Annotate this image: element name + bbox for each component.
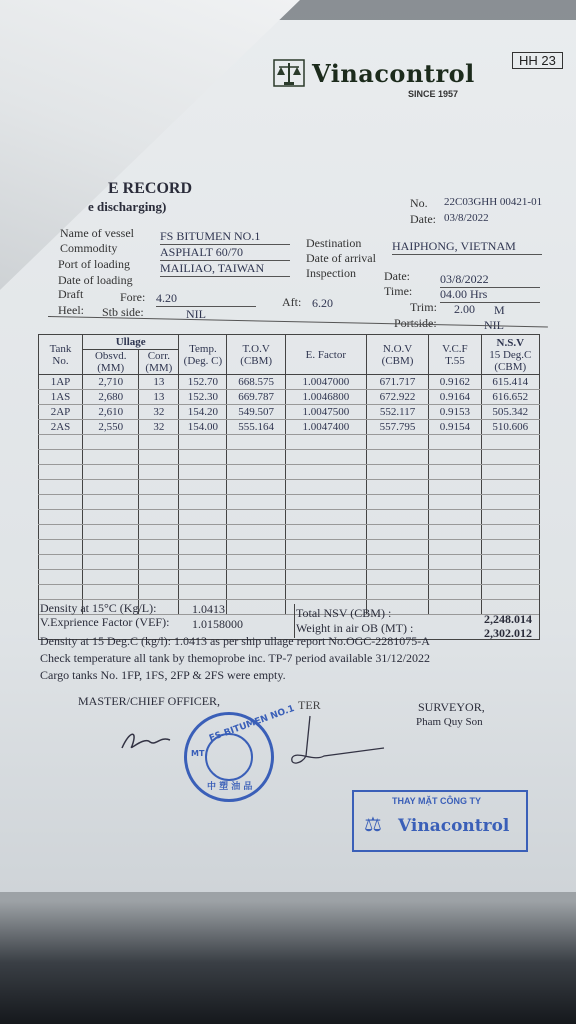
cell-vcf: 0.9162 [429, 375, 481, 390]
cell-tank [39, 435, 83, 450]
cell-ef [285, 525, 366, 540]
density-label: Density at 15°C (Kg/L): [40, 601, 157, 615]
cell-nov [366, 570, 428, 585]
cell-tov [227, 525, 285, 540]
cell-ef [285, 540, 366, 555]
cell-nsv [481, 495, 539, 510]
cell-tank [39, 510, 83, 525]
cell-nov [366, 435, 428, 450]
cell-ef: 1.0047000 [285, 375, 366, 390]
cell-nsv: 615.414 [481, 375, 539, 390]
no-label: No. [410, 196, 428, 210]
stb-label: Stb side: [102, 305, 144, 319]
date-label: Date: [410, 212, 436, 226]
trim-label: Trim: [410, 300, 437, 314]
vinacontrol-logo [272, 58, 475, 88]
cell-ef [285, 480, 366, 495]
total-nsv-value: 2,248.014 [484, 612, 532, 626]
fore-value: 4.20 [156, 291, 256, 307]
portside-value: NIL [484, 318, 504, 332]
stb-value: NIL [186, 307, 206, 321]
scales-icon [272, 58, 306, 88]
cell-tov [227, 495, 285, 510]
cell-tank: 2AP [39, 405, 83, 420]
weight-label: Weight in air OB (MT) : [296, 621, 414, 635]
port-loading-label: Port of loading [58, 257, 130, 271]
stamp-text: FS BITUMEN NO.1 [207, 703, 296, 745]
cell-nsv: 510.606 [481, 420, 539, 435]
cell-temp [179, 450, 227, 465]
trim-unit: M [494, 303, 505, 317]
totals-divider [294, 604, 295, 638]
vessel-value: FS BITUMEN NO.1 [160, 229, 290, 245]
cell-obsvd: 2,550 [83, 420, 139, 435]
table-row [39, 420, 540, 435]
cell-temp [179, 570, 227, 585]
cell-nov [366, 465, 428, 480]
th-obsvd: Obsvd. (MM) [83, 350, 139, 375]
cell-tank [39, 450, 83, 465]
cell-nsv [481, 435, 539, 450]
cell-obsvd [83, 510, 139, 525]
ter-mark: TER [298, 698, 321, 712]
cell-tov [227, 510, 285, 525]
record-subtitle: e discharging) [88, 199, 167, 214]
cell-vcf: 0.9153 [429, 405, 481, 420]
cell-nsv: 505.342 [481, 405, 539, 420]
cell-temp [179, 525, 227, 540]
cell-nov [366, 510, 428, 525]
table-row [39, 510, 540, 525]
vessel-label: Name of vessel [60, 226, 134, 240]
cell-nov [366, 495, 428, 510]
cell-obsvd [83, 465, 139, 480]
cell-tank [39, 525, 83, 540]
table-row [39, 495, 540, 510]
vef-label: V.Exprience Factor (VEF): [40, 615, 170, 629]
table-row [39, 570, 540, 585]
table-row [39, 555, 540, 570]
cell-ef [285, 435, 366, 450]
table-row [39, 540, 540, 555]
cell-tank [39, 480, 83, 495]
cell-temp [179, 495, 227, 510]
th-vcf: V.C.F T.55 [429, 335, 481, 375]
company-stamp [352, 790, 528, 852]
heel-label: Heel: [58, 303, 84, 317]
total-nsv-label: Total NSV (CBM) : [296, 606, 392, 620]
cell-tank [39, 495, 83, 510]
cell-obsvd [83, 495, 139, 510]
cell-vcf [429, 540, 481, 555]
cell-tank [39, 570, 83, 585]
cell-nsv [481, 510, 539, 525]
scales-stamp-icon: ⚖ [364, 814, 382, 836]
density-value: 1.0413 [192, 602, 225, 616]
cell-temp: 152.70 [179, 375, 227, 390]
cell-corr: 13 [139, 390, 179, 405]
cell-ef [285, 510, 366, 525]
date-loading-label: Date of loading [58, 273, 133, 287]
cell-ef [285, 450, 366, 465]
cell-temp [179, 555, 227, 570]
cell-corr [139, 555, 179, 570]
commodity-label: Commodity [60, 241, 118, 255]
portside-label: Portside: [394, 316, 437, 330]
cell-vcf [429, 525, 481, 540]
cell-nsv [481, 540, 539, 555]
cell-temp [179, 480, 227, 495]
insp-date-value: 03/8/2022 [440, 272, 540, 288]
cell-corr [139, 465, 179, 480]
cell-obsvd: 2,710 [83, 375, 139, 390]
cell-tov: 668.575 [227, 375, 285, 390]
cell-tov [227, 465, 285, 480]
cell-obsvd [83, 435, 139, 450]
vef-value: 1.0158000 [192, 617, 243, 631]
cell-obsvd [83, 555, 139, 570]
cell-temp [179, 465, 227, 480]
fore-label: Fore: [120, 290, 146, 304]
cell-vcf [429, 450, 481, 465]
cell-nov: 552.117 [366, 405, 428, 420]
vessel-stamp [184, 703, 296, 802]
cell-temp: 152.30 [179, 390, 227, 405]
cell-nsv [481, 450, 539, 465]
stamp-mt: MT [191, 749, 205, 758]
th-tank: Tank No. [39, 335, 83, 375]
destination-label: Destination [306, 236, 362, 250]
table-row [39, 375, 540, 390]
cell-tov [227, 435, 285, 450]
cell-nov: 672.922 [366, 390, 428, 405]
cell-corr [139, 450, 179, 465]
cell-ef: 1.0047400 [285, 420, 366, 435]
table-row [39, 405, 540, 420]
aft-value: 6.20 [312, 296, 333, 310]
cell-tov [227, 480, 285, 495]
table-row [39, 435, 540, 450]
note-temperature: Check temperature all tank by themoprobe inc. TP-7 period available 31/12/2022 [40, 651, 430, 665]
master-label: MASTER/CHIEF OFFICER, [78, 694, 221, 708]
cell-tov [227, 570, 285, 585]
cell-corr [139, 435, 179, 450]
date-value: 03/8/2022 [444, 212, 489, 224]
cell-temp: 154.20 [179, 405, 227, 420]
cell-nsv [481, 480, 539, 495]
arrival-label: Date of arrival [306, 251, 376, 265]
inspection-label: Inspection [306, 266, 356, 280]
cell-ef [285, 495, 366, 510]
cell-ef [285, 570, 366, 585]
cell-tank [39, 540, 83, 555]
cell-temp [179, 510, 227, 525]
cell-corr: 13 [139, 375, 179, 390]
cell-nsv [481, 465, 539, 480]
th-nov: N.O.V (CBM) [366, 335, 428, 375]
cell-nsv [481, 525, 539, 540]
commodity-value: ASPHALT 60/70 [160, 245, 290, 261]
note-density: Density at 15 Deg.C (kg/l): 1.0413 as per ship ullage report No.OGC-2281075-A [40, 634, 430, 648]
cell-corr [139, 480, 179, 495]
aft-label: Aft: [282, 295, 302, 309]
cell-vcf [429, 465, 481, 480]
cell-tov: 555.164 [227, 420, 285, 435]
cell-ef: 1.0046800 [285, 390, 366, 405]
cell-vcf [429, 570, 481, 585]
th-ullage: Ullage [83, 335, 179, 350]
cell-tank: 1AS [39, 390, 83, 405]
record-title: E RECORD [108, 180, 193, 197]
doc-code-box: HH 23 [512, 52, 563, 69]
cell-obsvd [83, 540, 139, 555]
stamp-cn: 中 塑 油 品 [207, 782, 253, 792]
cell-corr [139, 570, 179, 585]
surveyor-label: SURVEYOR, [418, 700, 485, 714]
cell-nsv [481, 555, 539, 570]
cell-nsv [481, 570, 539, 585]
trim-value: 2.00 [454, 302, 475, 316]
cell-tov: 549.507 [227, 405, 285, 420]
cell-corr [139, 525, 179, 540]
table-row [39, 525, 540, 540]
cell-vcf [429, 510, 481, 525]
cell-vcf [429, 495, 481, 510]
cell-vcf: 0.9154 [429, 420, 481, 435]
cell-tank [39, 555, 83, 570]
cell-obsvd [83, 480, 139, 495]
port-loading-value: MAILIAO, TAIWAN [160, 261, 290, 277]
cell-nov [366, 525, 428, 540]
cell-obsvd: 2,610 [83, 405, 139, 420]
ter-signature [284, 712, 394, 772]
ullage-table [38, 334, 540, 615]
draft-label: Draft [58, 287, 84, 301]
master-signature [116, 722, 176, 758]
table-row [39, 450, 540, 465]
cell-tov [227, 555, 285, 570]
insp-date-label: Date: [384, 269, 410, 283]
note-empty-tanks: Cargo tanks No. 1FP, 1FS, 2FP & 2FS were empty. [40, 668, 286, 682]
no-value: 22C03GHH 00421-01 [444, 196, 543, 208]
time-label: Time: [384, 284, 413, 298]
since-text: SINCE 1957 [408, 89, 459, 99]
cell-nov: 671.717 [366, 375, 428, 390]
brand-name: Vinacontrol [312, 58, 475, 88]
cell-obsvd [83, 450, 139, 465]
cell-corr [139, 495, 179, 510]
cell-obsvd: 2,680 [83, 390, 139, 405]
time-value: 04.00 Hrs [440, 287, 540, 303]
th-nsv [481, 335, 539, 375]
cell-temp: 154.00 [179, 420, 227, 435]
cell-tov [227, 450, 285, 465]
table-row [39, 390, 540, 405]
tmc-brand: Vinacontrol [398, 816, 510, 836]
cell-vcf [429, 435, 481, 450]
cell-temp [179, 435, 227, 450]
cell-tov [227, 540, 285, 555]
cell-corr: 32 [139, 405, 179, 420]
cell-vcf: 0.9164 [429, 390, 481, 405]
th-nsv-title: N.S.V [496, 336, 525, 349]
cell-ef: 1.0047500 [285, 405, 366, 420]
cell-tank: 1AP [39, 375, 83, 390]
cell-nsv: 616.652 [481, 390, 539, 405]
th-nsv-unit: 15 Deg.C (CBM) [489, 348, 532, 373]
th-tov: T.O.V (CBM) [227, 335, 285, 375]
table-row [39, 465, 540, 480]
table-row [39, 480, 540, 495]
tmc-text: THAY MẶT CÔNG TY [392, 796, 482, 806]
th-corr: Corr. (MM) [139, 350, 179, 375]
surveyor-name: Pham Quy Son [416, 716, 483, 728]
cell-nov [366, 480, 428, 495]
th-efactor: E. Factor [285, 335, 366, 375]
cell-tank [39, 465, 83, 480]
ullage-rows [39, 375, 540, 615]
cell-nov [366, 450, 428, 465]
cell-nov [366, 540, 428, 555]
cell-ef [285, 465, 366, 480]
cell-vcf [429, 480, 481, 495]
cell-nov [366, 555, 428, 570]
cell-temp [179, 540, 227, 555]
destination-value: HAIPHONG, VIETNAM [392, 239, 542, 255]
cell-obsvd [83, 570, 139, 585]
cell-obsvd [83, 525, 139, 540]
cell-corr: 32 [139, 420, 179, 435]
cell-corr [139, 510, 179, 525]
cell-corr [139, 540, 179, 555]
weight-value: 2,302.012 [484, 626, 532, 640]
th-temp: Temp. (Deg. C) [179, 335, 227, 375]
cell-ef [285, 555, 366, 570]
cell-tank: 2AS [39, 420, 83, 435]
cell-tov: 669.787 [227, 390, 285, 405]
cell-nov: 557.795 [366, 420, 428, 435]
cell-vcf [429, 555, 481, 570]
